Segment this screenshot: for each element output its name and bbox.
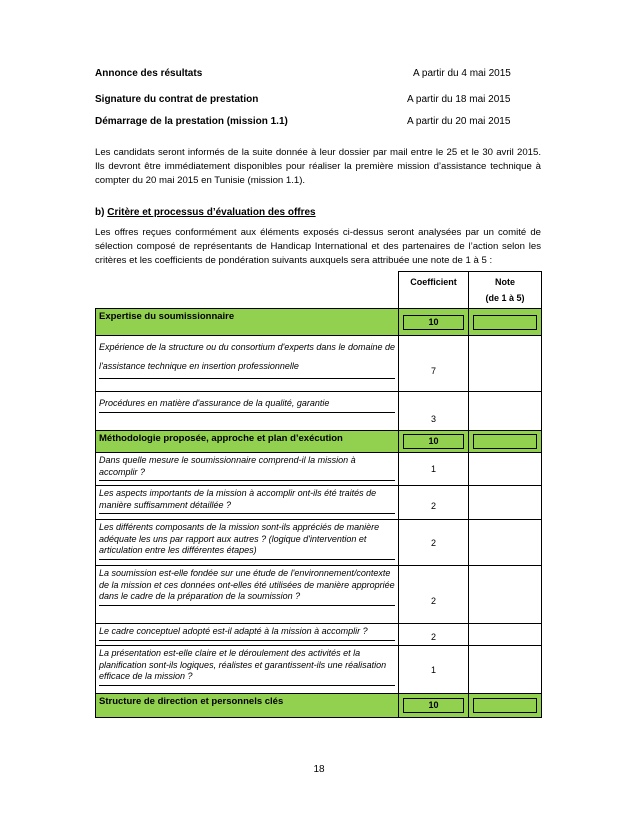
criterion-note	[469, 520, 542, 566]
section-note-cell	[469, 309, 542, 336]
schedule-label-signature: Signature du contrat de prestation	[95, 94, 259, 105]
criterion-text: La présentation est-elle claire et le déroulement des activités et la planification sont-ils logiques, réalistes et garantissent-ils une réalisation efficace de la mission ?	[99, 648, 395, 686]
section-note-box	[473, 315, 537, 330]
criterion-cell	[96, 336, 399, 392]
schedule-value-results: A partir du 4 mai 2015	[413, 68, 511, 79]
section-note-box	[473, 434, 537, 449]
header-note	[469, 272, 542, 309]
section-coef-cell	[399, 694, 469, 718]
criterion-coef: 2	[399, 566, 469, 624]
table-row	[96, 453, 542, 486]
section-title: Méthodologie proposée, approche et plan d’exécution	[96, 431, 399, 453]
table-row	[96, 566, 542, 624]
table-row	[96, 624, 542, 646]
schedule-label-start: Démarrage de la prestation (mission 1.1)	[95, 116, 288, 127]
section-coef-cell	[399, 431, 469, 453]
criterion-coef: 2	[399, 624, 469, 646]
criterion-cell	[96, 486, 399, 520]
section-b-heading	[95, 207, 316, 218]
criterion-text: Le cadre conceptuel adopté est-il adapté à la mission à accomplir ?	[99, 626, 395, 641]
section-row-methodology	[96, 431, 542, 453]
criterion-cell	[96, 646, 399, 694]
table-header-row	[96, 272, 542, 309]
schedule-value-start: A partir du 20 mai 2015	[407, 116, 511, 127]
evaluation-table	[95, 271, 542, 718]
criterion-text: Les différents composants de la mission sont-ils appréciés de manière adéquate les uns par rapport aux autres ? (logique d'intervention et articulation entre les différentes étapes)	[99, 522, 395, 560]
header-note-label: Note	[495, 277, 515, 287]
table-row	[96, 520, 542, 566]
criterion-text: Procédures en matière d'assurance de la qualité, garantie	[99, 394, 395, 413]
criterion-coef: 3	[399, 392, 469, 431]
schedule-label-results: Annonce des résultats	[95, 68, 203, 79]
criterion-coef: 1	[399, 453, 469, 486]
criterion-note	[469, 336, 542, 392]
section-coef: 10	[403, 315, 464, 330]
schedule-value-signature: A partir du 18 mai 2015	[407, 94, 511, 105]
header-coefficient: Coefficient	[399, 272, 469, 309]
paragraph-notification: Les candidats seront informés de la suite donnée à leur dossier par mail entre le 25 et le 30 avril 2015. Ils devront être immédiatement disponibles pour réaliser la première mission d’assistance technique à compter du 20 mai 2015 en Tunisie (mission 1.1).	[95, 147, 541, 186]
table-row	[96, 646, 542, 694]
table-row	[96, 392, 542, 431]
section-note-cell	[469, 431, 542, 453]
section-note-cell	[469, 694, 542, 718]
section-note-box	[473, 698, 537, 713]
criterion-note	[469, 646, 542, 694]
section-title: Expertise du soumissionnaire	[96, 309, 399, 336]
criterion-note	[469, 453, 542, 486]
criterion-coef: 7	[399, 336, 469, 392]
criterion-cell	[96, 624, 399, 646]
paragraph-evaluation: Les offres reçues conformément aux éléments exposés ci-dessus seront analysées par un comité de sélection composé de représentants de Handicap International et des partenaires de l’action selon les critères et les coefficients de pondération suivants auxquels sera attribuée une note de 1 à 5 :	[95, 227, 541, 266]
criterion-cell	[96, 566, 399, 624]
criterion-text: La soumission est-elle fondée sur une étude de l'environnement/contexte de la mission et ces données ont-elles été utilisées de manière appropriée dans le cadre de la préparation de la soumission ?	[99, 568, 395, 606]
section-b-prefix: b)	[95, 207, 108, 218]
section-b-title: Critère et processus d’évaluation des offres	[107, 207, 316, 218]
criterion-text: Les aspects importants de la mission à accomplir ont-ils été traités de manière suffisamment détaillée ?	[99, 488, 395, 514]
criterion-coef: 2	[399, 520, 469, 566]
page-number: 18	[313, 764, 325, 775]
criterion-note	[469, 392, 542, 431]
header-empty-cell	[96, 272, 399, 309]
criterion-cell	[96, 392, 399, 431]
criterion-note	[469, 566, 542, 624]
criterion-note	[469, 486, 542, 520]
criterion-coef: 1	[399, 646, 469, 694]
section-row-expertise	[96, 309, 542, 336]
criterion-cell	[96, 453, 399, 486]
section-row-management	[96, 694, 542, 718]
header-note-range: (de 1 à 5)	[485, 293, 525, 303]
criterion-note	[469, 624, 542, 646]
section-coef: 10	[403, 698, 464, 713]
table-row	[96, 336, 542, 392]
criterion-text: Expérience de la structure ou du consortium d'experts dans le domaine de l'assistance technique en insertion professionnelle	[99, 338, 395, 379]
section-coef: 10	[403, 434, 464, 449]
criterion-text: Dans quelle mesure le soumissionnaire comprend-il la mission à accomplir ?	[99, 455, 395, 481]
criterion-cell	[96, 520, 399, 566]
section-coef-cell	[399, 309, 469, 336]
criterion-coef: 2	[399, 486, 469, 520]
table-row	[96, 486, 542, 520]
section-title: Structure de direction et personnels clés	[96, 694, 399, 718]
